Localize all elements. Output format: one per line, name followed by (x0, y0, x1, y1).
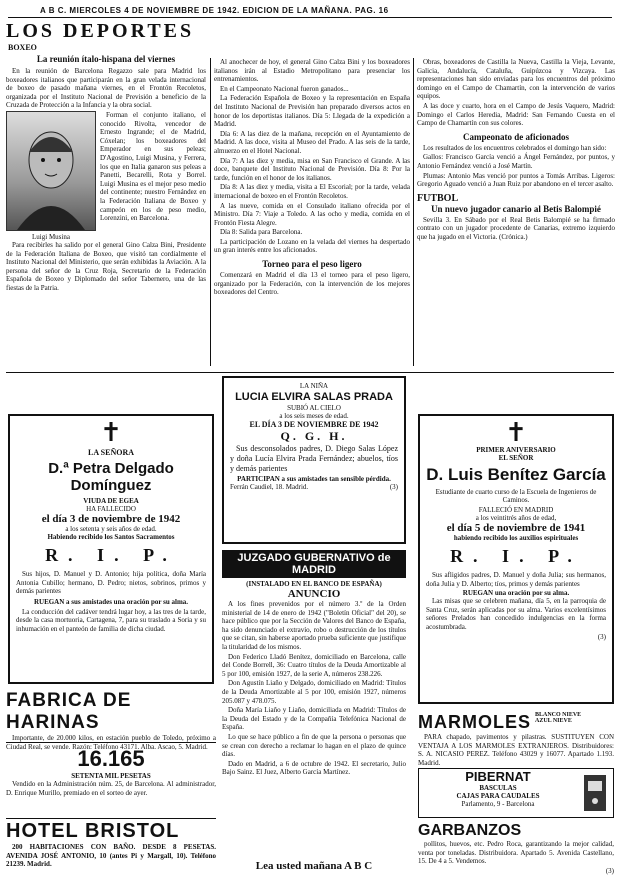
column-divider (210, 58, 211, 366)
juzgado-announcement (222, 550, 406, 855)
sports-col2 (214, 58, 410, 368)
section-rule (6, 372, 614, 373)
obit-participan: PARTICIPAN a sus amistades tan sensible pérdida. (237, 475, 391, 483)
obituary-petra (8, 414, 214, 684)
sports-paragraph: Obras, boxeadores de Castilla la Nueva, Castilla la Vieja, Levante, Galicia, Andalucía, Cataluña, Guipúzcoa y Vizcaya. Las representaciones han sido enviadas para los encuentros del próximo domingo en el Campo de Chamartín, con la intervención de varios equipos. (417, 58, 615, 101)
futbol-heading: FUTBOL (417, 192, 459, 204)
obit-rip: R. I. P. (45, 545, 177, 565)
juzgado-title: JUZGADO GUBERNATIVO de MADRID (222, 550, 406, 578)
running-header: A B C. MIERCOLES 4 DE NOVIEMBRE DE 1942. EDICION DE LA MAÑANA. PAG. 16 (40, 6, 389, 15)
ad-title: FABRICA DE HARINAS (6, 690, 132, 733)
obit-number: (3) (389, 483, 398, 491)
ad-rule (6, 818, 216, 819)
ad-hotel (6, 820, 216, 870)
ad-marmoles (418, 712, 614, 768)
obit-edad: a los seis meses de edad. (279, 412, 349, 420)
obit-date: el día 5 de noviembre de 1941 (446, 522, 586, 534)
juzgado-paragraph: Don Agustín Liaño y Delgado, domiciliado en Madrid: Títulos de la Deuda Amortizable al 5 por 100, emisión 1927, números 205.087 y 478.075. (222, 679, 406, 705)
sports-paragraph: Gallos: Francisco García venció a Ángel Fernández, por puntos, y Antonio Fernández venció a José Martín. (417, 153, 615, 170)
obit-sacramentos: habiendo recibido los auxilios espirituales (453, 534, 579, 542)
obit-date: el día 3 de noviembre de 1942 (41, 513, 181, 525)
obit-edad: a los setenta y seis años de edad. (65, 525, 157, 533)
pibernat-line: CAJAS PARA CAUDALES (456, 792, 540, 800)
obit-pre: LA SEÑORA (87, 448, 134, 457)
sports-paragraph: Comenzará en Madrid el día 13 el torneo para el peso ligero, organizado por la Federación, con la intervención de los mejores boxeadores del Centro. (214, 271, 410, 297)
pibernat-line: Parlamento, 9 - Barcelona (461, 800, 535, 808)
campeonato-heading: Campeonato de aficionados (462, 131, 569, 142)
obit-pre: LA NIÑA (299, 382, 329, 390)
ad-number: (3) (605, 866, 614, 875)
ad-lottery (6, 746, 216, 798)
obit-qgh: Q. G. H. (280, 429, 348, 443)
obit-name: D.ª Petra Delgado Domínguez (48, 460, 174, 494)
juzgado-sub: (INSTALADO EN EL BANCO DE ESPAÑA) (246, 580, 382, 588)
obit-ruegan: RUEGAN una oración por su alma. (462, 589, 570, 598)
ad-garbanzos (418, 822, 614, 875)
juzgado-signature: Dado en Madrid, a 6 de octubre de 1942. El secretario, Julio Bajo Sainz. El Juez, Alberto García Martínez. (222, 759, 406, 777)
sports-paragraph: Día 6: A las diez de la mañana, recepción en el Ayuntamiento de Madrid. A las doce, visita al Museo del Prado. A las seis de la tarde, almuerzo en el Hotel Nacional. (214, 129, 410, 155)
obit-sub: Estudiante de cuarto curso de la Escuela de Ingenieros de Caminos. (435, 488, 597, 504)
cross-icon: ✝ (100, 418, 122, 447)
juzgado-paragraph: Lo que se hace público a fin de que la persona o personas que se crean con derecho a reclamar lo hagan en el plazo de quince días. (222, 732, 406, 759)
juzgado-anuncio: ANUNCIO (287, 588, 341, 600)
juzgado-paragraph: A los fines prevenidos por el número 3.º de la Orden ministerial de 14 de enero de 1942 ("Boletín Oficial" del 20), se hace público que por la Sección de Valores del Banco de España, ha sido denunciado el extravío, robo o destrucción de los títulos que se citan, sin haberse aportado prueba suficiente que justifique la titularidad de los mismos. (222, 600, 406, 651)
portrait-caption: Luigi Musina (32, 232, 70, 241)
sports-paragraph: Al anochecer de hoy, el general Gino Calza Bini y los boxeadores italianos irán al Estadio Metropolitano para presenciar los entrenamientos. (214, 58, 410, 84)
ad-pibernat (418, 768, 614, 818)
obit-misas: Las misas que se celebren mañana, día 5, en la parroquia de Santa Cruz, serán aplicadas por su alma. Varios excelentísimos señores Prelados han concedido indulgencias en la forma acostumbrada. (426, 597, 606, 631)
juzgado-paragraph: Don Federico Lladó Benítez, domiciliado en Barcelona, calle del Conde Borrell, 36: Cuatro títulos de la Deuda Amortizable al 5 por 100, emisión 1927, de la serie A, números 238.226. (222, 652, 406, 678)
futbol-subheading: Un nuevo jugador canario al Betis Balompié (431, 203, 601, 214)
safe-icon (577, 769, 613, 817)
cross-icon: ✝ (505, 418, 527, 447)
sports-paragraph: Día 8: Salida para Barcelona. (220, 228, 303, 237)
obituary-lucia (222, 376, 406, 544)
headline: La reunión ítalo-hispana del viernes (36, 54, 176, 64)
portrait-illustration (7, 112, 95, 230)
obit-sub: SUBIÓ AL CIELO (287, 404, 341, 412)
obit-family: Sus hijos, D. Manuel y D. Antonio; hija política, doña María Antonia Cubillo; hermano, D. Pedro; nietos, sobrinos, primos y demás parientes (16, 570, 206, 596)
obit-pre: PRIMER ANIVERSARIO (476, 446, 556, 454)
ad-rule (6, 742, 216, 743)
obit-pre2: EL SEÑOR (498, 454, 534, 462)
sports-col1 (6, 20, 206, 370)
sports-paragraph: Día 7: A las diez y media, misa en San Francisco el Grande. A las doce, banquete del Instituto Nacional de Previsión. Día 8: Por la tarde, función en el honor de los italianos. (214, 156, 410, 182)
ad-title: HOTEL BRISTOL (6, 820, 180, 842)
obit-edad: a los veintitrés años de edad, (475, 514, 557, 522)
sports-paragraph: Plumas: Antonio Mas venció por puntos a Tomás Arribas. Ligeros: Gregorio Aguado venció a Juan Ruiz por abandono en el tercer asalto. (417, 171, 615, 189)
column-divider (413, 58, 414, 366)
sports-paragraph: La Federación Española de Boxeo y la representación en España del Instituto Nacional de Previsión han preparado diversos actos en honor de los deportistas italianos. Día 5: Llegada de la expedición a Madrid. (214, 94, 410, 129)
obit-family: Sus desconsolados padres, D. Diego Salas López y doña Lucía Elvira Prada Fernández; abuelos, tíos y demás parientes (230, 444, 398, 473)
ad-title: PIBERNAT (465, 769, 531, 784)
pibernat-line: BASCULAS (479, 784, 517, 792)
boxer-portrait (6, 111, 96, 231)
obit-number: (3) (597, 632, 606, 641)
obituary-luis (418, 414, 614, 704)
sports-paragraph: En el Campeonato Nacional fueron ganados... (220, 84, 349, 93)
ad-subtitle: BLANCO NIEVE AZUL NIEVE (535, 712, 582, 724)
lottery-number: 16.165 (77, 746, 145, 771)
obit-name: LUCIA ELVIRA SALAS PRADA (235, 391, 393, 403)
sports-col3 (417, 58, 615, 368)
ad-title: GARBANZOS (418, 822, 522, 839)
juzgado-paragraph: Doña María Liaño y Liaño, domiciliada en Madrid: Títulos de la Deuda del Estado y de la Compañía Telefónica Nacional de España. (222, 706, 406, 732)
ad-text: Importante, de 20.000 kilos, en estación pueblo de Toledo, próximo a Ciudad Real, se vende. Razón: Teléfono 43171. Alba. Ascao, 5. Madrid. (6, 734, 216, 751)
obit-date: EL DÍA 3 DE NOVIEMBRE DE 1942 (249, 420, 379, 429)
sports-paragraph: Para recibirles ha salido por el general Gino Calza Bini, Presidente de la Federación Italiana de Boxeo, que visitó tan cordialmente el Instituto Nacional del Ministerio, que serán exhibidas la Aviación. A la persona del señor de la Cruz Roja, Secretario de la Federación Española de Boxeo y Diplomado del señor Tabernero, una de las fiestas de la Patria. (6, 240, 206, 292)
sports-paragraph: Día 8: A las diez y media, visita a El Escorial; por la tarde, velada internacional de boxeo en el Frontón Recoletos. (214, 183, 410, 200)
lottery-sub: SETENTA MIL PESETAS (71, 772, 151, 780)
obit-rip: R. I. P. (450, 546, 582, 566)
sports-paragraph: La participación de Lozano en la velada del viernes ha despertado un gran interés entre los aficionados. (214, 237, 410, 255)
obit-ruegan: RUEGAN a sus amistades una oración por su alma. (33, 597, 189, 606)
sports-paragraph: A las nueve, comida en el Consulado italiano ofrecida por el Ministro. Día 7: Viaje a Toledo. A las ocho y media, comida en el Frontón Fiesta Alegre. (214, 201, 410, 227)
obit-family: Sus afligidos padres, D. Manuel y doña Julia; sus hermanos, doña Julia y D. Alberto; tíos, primos y demás parientes (426, 571, 606, 588)
ad-text: pollitos, huevos, etc. Pedro Roca, garantizando la mejor calidad, venta por toneladas. Distribuidora. Apartado 5. Avenida Castellano, 15. De 4 a 5. Vendemos. (418, 840, 614, 866)
obit-address: Ferrán Caudiel, 18. Madrid. (230, 483, 309, 491)
sports-paragraph: Sevilla 3. En Sábado por el Real Betis Balompié se ha firmado contrato con un jugador procedente de Canarias, extremo izquierdo que ha jugado en el Victoria. (Crónica.) (417, 215, 615, 241)
sports-paragraph: A las doce y cuarto, hora en el Campo de Jesús Vaquero, Madrid: Domingo el Carlos Heredia, Madrid: San Fernando Cuesta en el Campo de Chamartín con sus colores. (417, 101, 615, 128)
sports-paragraph: Los resultados de los encuentros celebrados el domingo han sido: (423, 143, 607, 152)
obit-conduccion: La conducción del cadáver tendrá lugar hoy, a las tres de la tarde, desde la casa mortuoria, Cartagena, 7, para su traslado a Soria y su inhumación en el panteón de familia de dicha ciudad. (16, 607, 206, 633)
ad-title: MARMOLES (418, 712, 531, 732)
section-subtitle: BOXEO (8, 43, 37, 52)
sports-paragraph: En la reunión de Barcelona Regazzo sale para Madrid los boxeadores italianos que participarán en la gran velada internacional de boxeo de pasado mañana viernes, en el Frontón Recoletos, organizada por el Instituto Nacional de Previsión a beneficio de la Cruzada de Protección a la Infancia y la obra social. (6, 67, 206, 110)
obit-sub: VIUDA DE EGEA (83, 497, 139, 505)
obit-fallecio: FALLECIÓ EN MADRID (478, 506, 554, 514)
ad-text: PARA chapado, pavimentos y pilastras. SUSTITUYEN CON VENTAJA A LOS MARMOLES EXTRANJEROS. Distribuidores: S. A. NICASIO PEREZ. Teléfono 43029 y 16077. Apartado 1.193. Madrid. (418, 733, 614, 767)
lea-abc: Lea usted mañana A B C (255, 860, 373, 872)
obit-name: D. Luis Benítez García (426, 465, 606, 484)
section-title: LOS DEPORTES (6, 20, 195, 42)
torneo-heading: Torneo para el peso ligero (262, 259, 362, 270)
header-rule (8, 17, 612, 18)
sports-paragraph: Forman el conjunto italiano, el conocido Rivolta, vencedor de Ernesto Ingrande; el de Madrid, Cóxelan; los boxeadores del Emperador en sus peleas; D'Agostino, Luigi Musina, y Ferrera, los que en Italia ganaron sus peleas a Panetti, Becarelli, Rota y Borrel. Luigi Musina es el mejor peso medio del continente; nuestro Fernández en la Federación Italiana de Boxeo y campeón en los de peso medio, Lorenzini, en Barcelona. (100, 110, 206, 223)
ad-text: Vendido en la Administración núm. 25, de Barcelona. Al administrador, D. Enrique Murillo, premiado en el sorteo de ayer. (6, 780, 216, 797)
ad-text: 200 HABITACIONES CON BAÑO. DESDE 8 PESETAS. AVENIDA JOSÉ ANTONIO, 10 (antes Pi y Margall, 10). Teléfono 21239. Madrid. (6, 843, 216, 869)
obit-fallecio: HA FALLECIDO (86, 505, 136, 513)
obit-sacramentos: Habiendo recibido los Santos Sacramentos (47, 533, 175, 541)
